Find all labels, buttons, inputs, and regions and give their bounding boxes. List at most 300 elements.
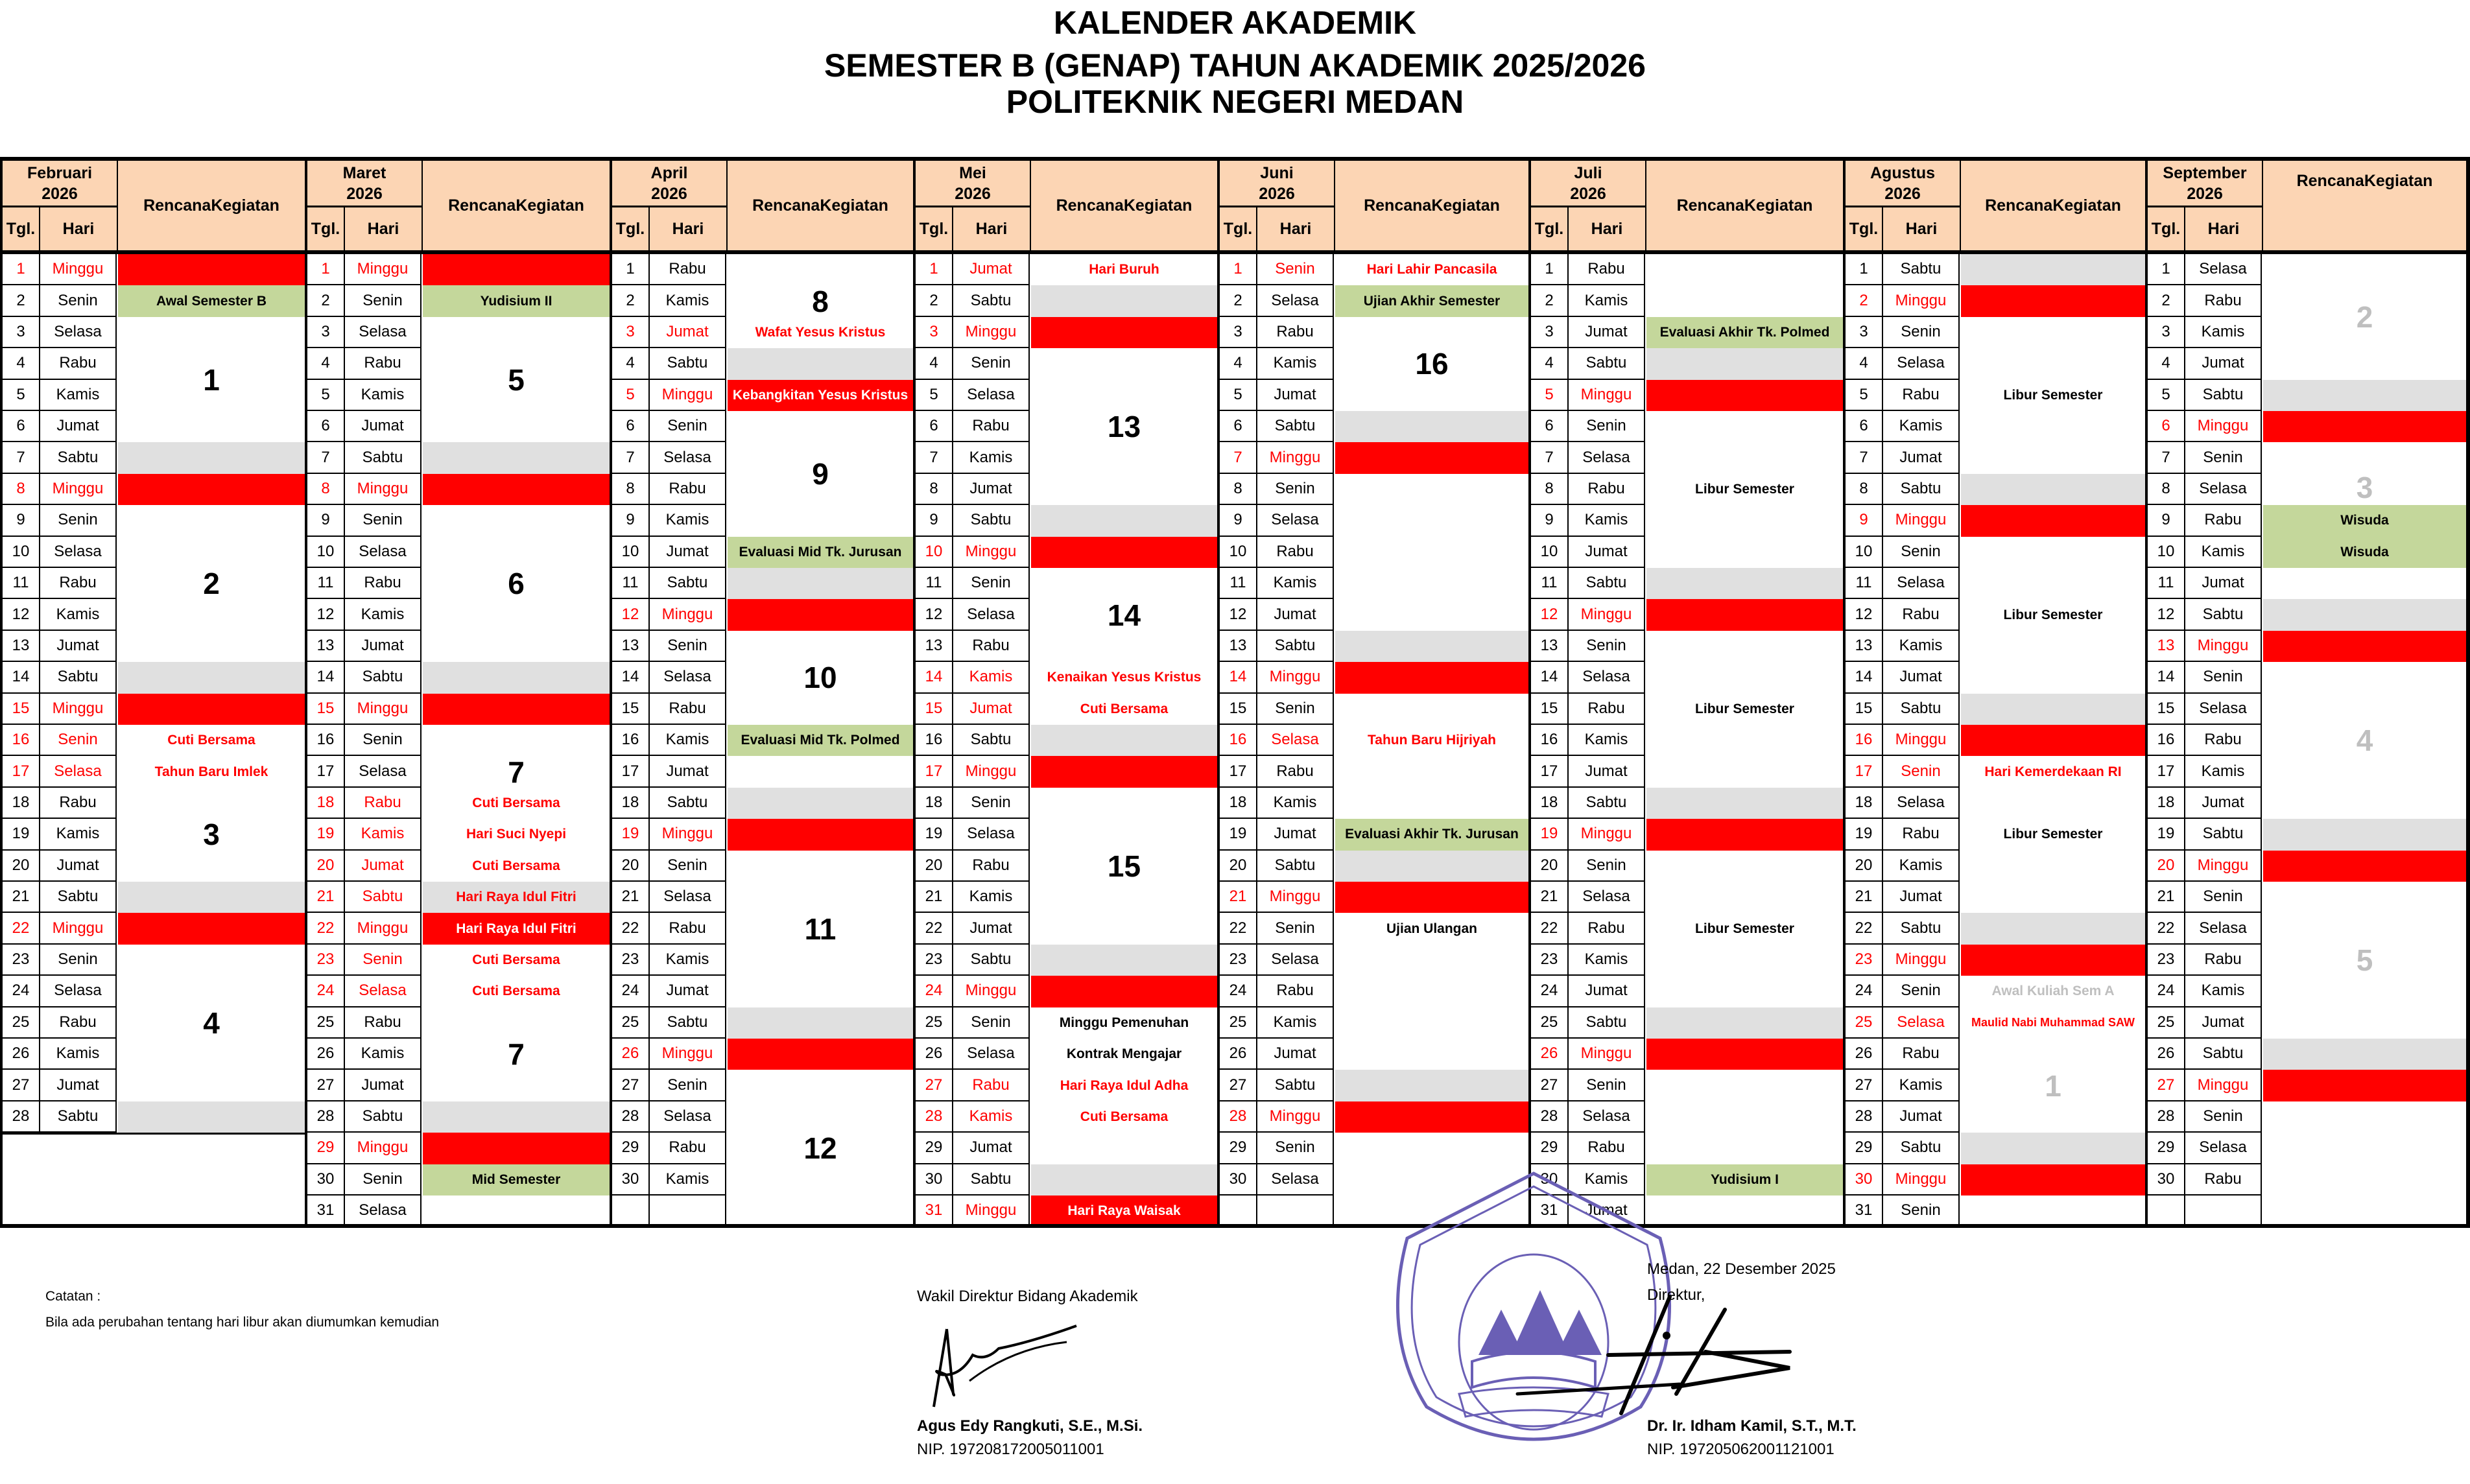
day-cell: Jumat bbox=[1883, 662, 1960, 693]
date-cell: 23 bbox=[1220, 945, 1257, 976]
day-cell: Rabu bbox=[650, 694, 726, 725]
month-header bbox=[1528, 157, 1645, 207]
date-cell: 17 bbox=[612, 756, 650, 787]
day-cell: Selasa bbox=[953, 380, 1030, 411]
day-cell: Kamis bbox=[2185, 976, 2262, 1007]
date-cell: 5 bbox=[1220, 380, 1257, 411]
day-cell: Kamis bbox=[1569, 725, 1645, 756]
date-cell: 25 bbox=[307, 1007, 345, 1039]
activity-red-text: Cuti Bersama bbox=[472, 795, 560, 810]
date-cell: 28 bbox=[2148, 1101, 2185, 1133]
activity-cell bbox=[1646, 599, 1843, 630]
date-cell: 28 bbox=[1846, 1101, 1883, 1133]
date-cell: 22 bbox=[3, 913, 40, 944]
day-cell: Minggu bbox=[1257, 662, 1334, 693]
day-cell: Sabtu bbox=[953, 285, 1030, 316]
week-number: 8 bbox=[812, 284, 829, 318]
day-cell: Rabu bbox=[2185, 505, 2262, 536]
activity-cell bbox=[1031, 537, 1217, 568]
day-cell: Kamis bbox=[650, 725, 726, 756]
kegiatan-label: Kegiatan bbox=[211, 196, 279, 215]
day-cell: Jumat bbox=[2185, 788, 2262, 819]
date-cell: 30 bbox=[2148, 1164, 2185, 1195]
date-cell: 13 bbox=[2148, 631, 2185, 662]
date-cell: 9 bbox=[1220, 505, 1257, 536]
activity-cell bbox=[728, 788, 913, 819]
day-cell: Sabtu bbox=[1569, 348, 1645, 379]
day-cell: Jumat bbox=[650, 317, 726, 348]
date-cell: 7 bbox=[1531, 442, 1569, 473]
day-cell: Senin bbox=[650, 851, 726, 882]
kegiatan-label: Kegiatan bbox=[2052, 196, 2121, 215]
kegiatan-label: Kegiatan bbox=[1744, 196, 1813, 215]
date-cell: 1 bbox=[1531, 254, 1569, 285]
activity-cell bbox=[118, 882, 305, 913]
date-cell: 10 bbox=[916, 537, 953, 568]
activity-cell bbox=[728, 348, 913, 379]
day-cell: Minggu bbox=[345, 913, 422, 944]
date-cell: 10 bbox=[2148, 537, 2185, 568]
date-cell: 24 bbox=[612, 976, 650, 1007]
day-cell: Jumat bbox=[40, 631, 117, 662]
day-cell: Minggu bbox=[1257, 442, 1334, 473]
day-cell: Selasa bbox=[953, 1039, 1030, 1070]
day-cell: Jumat bbox=[1883, 1101, 1960, 1133]
date-cell: 21 bbox=[3, 882, 40, 913]
date-cell: 16 bbox=[3, 725, 40, 756]
empty-area bbox=[3, 1133, 305, 1227]
date-cell: 4 bbox=[3, 348, 40, 379]
day-cell: Selasa bbox=[650, 1101, 726, 1133]
day-cell: Jumat bbox=[345, 851, 422, 882]
day-cell: Rabu bbox=[40, 1007, 117, 1039]
date-cell: 10 bbox=[1220, 537, 1257, 568]
day-cell: Selasa bbox=[953, 819, 1030, 850]
day-cell: Rabu bbox=[1569, 474, 1645, 505]
date-cell: 19 bbox=[612, 819, 650, 850]
day-cell: Selasa bbox=[1883, 1007, 1960, 1039]
activity-black-text: Libur Semester bbox=[1695, 921, 1794, 936]
week-number: 5 bbox=[508, 362, 525, 397]
activity-black-text: Libur Semester bbox=[1695, 701, 1794, 716]
day-cell: Sabtu bbox=[1883, 913, 1960, 944]
activity-black-text: Libur Semester bbox=[2003, 387, 2103, 403]
date-cell: 5 bbox=[2148, 380, 2185, 411]
activity-red-text: Hari Raya Idul Fitri bbox=[423, 882, 610, 913]
date-cell: 22 bbox=[307, 913, 345, 944]
date-cell: 12 bbox=[307, 599, 345, 630]
rencana-label: Rencana bbox=[1985, 196, 2053, 215]
day-cell: Sabtu bbox=[2185, 380, 2262, 411]
hari-header: Hari bbox=[953, 207, 1030, 254]
day-cell: Kamis bbox=[953, 1101, 1030, 1133]
date-cell: 22 bbox=[1220, 913, 1257, 944]
date-cell: 9 bbox=[307, 505, 345, 536]
day-cell: Kamis bbox=[1569, 945, 1645, 976]
academic-calendar-table bbox=[0, 157, 2470, 1228]
date-cell: 29 bbox=[2148, 1133, 2185, 1164]
day-cell: Sabtu bbox=[1257, 1070, 1334, 1101]
tgl-header: Tgl. bbox=[1528, 207, 1569, 254]
date-cell: 8 bbox=[1220, 474, 1257, 505]
hari-header: Hari bbox=[40, 207, 117, 254]
date-cell: 18 bbox=[1846, 788, 1883, 819]
activity-green: Mid Semester bbox=[423, 1164, 610, 1195]
day-cell: Kamis bbox=[650, 505, 726, 536]
activity-red-text: Tahun Baru Imlek bbox=[154, 764, 268, 779]
day-cell: Minggu bbox=[1883, 1164, 1960, 1195]
activity-red-text: Hari Raya Idul Adha bbox=[1060, 1078, 1189, 1093]
day-cell: Senin bbox=[1883, 317, 1960, 348]
date-cell: 11 bbox=[1531, 568, 1569, 599]
date-cell: 19 bbox=[3, 819, 40, 850]
activity-cell bbox=[1961, 913, 2145, 944]
day-cell: Selasa bbox=[1569, 442, 1645, 473]
day-cell: Senin bbox=[345, 285, 422, 316]
month-label: Juli bbox=[1574, 163, 1602, 182]
day-cell: Kamis bbox=[345, 599, 422, 630]
tgl-header: Tgl. bbox=[305, 207, 345, 254]
day-cell: Rabu bbox=[345, 348, 422, 379]
day-cell: Senin bbox=[1883, 537, 1960, 568]
day-cell: Jumat bbox=[345, 1070, 422, 1101]
day-cell: Kamis bbox=[1569, 1164, 1645, 1195]
activity-cell bbox=[423, 694, 610, 725]
activity-white-on-red: Hari Raya Idul Fitri bbox=[423, 913, 610, 944]
day-cell: Jumat bbox=[1257, 380, 1334, 411]
day-cell: Minggu bbox=[2185, 631, 2262, 662]
date-cell: 15 bbox=[1531, 694, 1569, 725]
date-cell: 4 bbox=[612, 348, 650, 379]
activity-white-on-red: Kebangkitan Yesus Kristus bbox=[728, 380, 913, 411]
date-cell: 20 bbox=[1531, 851, 1569, 882]
day-cell: Rabu bbox=[345, 1007, 422, 1039]
date-cell: 13 bbox=[612, 631, 650, 662]
day-cell: Minggu bbox=[2185, 411, 2262, 442]
week-number: 13 bbox=[1107, 410, 1141, 444]
activity-cell bbox=[728, 599, 913, 630]
day-cell: Senin bbox=[1883, 756, 1960, 787]
tgl-header: Tgl. bbox=[2145, 207, 2185, 254]
day-cell: Jumat bbox=[953, 913, 1030, 944]
day-cell: Minggu bbox=[650, 1039, 726, 1070]
date-cell: 23 bbox=[612, 945, 650, 976]
date-cell: 31 bbox=[916, 1195, 953, 1227]
activity-cell bbox=[1335, 631, 1528, 662]
week-number: 3 bbox=[203, 818, 220, 852]
date-cell: 26 bbox=[1531, 1039, 1569, 1070]
date-cell: 13 bbox=[3, 631, 40, 662]
date-cell: 5 bbox=[3, 380, 40, 411]
activity-green: Wisuda bbox=[2263, 537, 2466, 568]
day-cell: Sabtu bbox=[953, 505, 1030, 536]
activity-red-text: Hari Suci Nyepi bbox=[466, 827, 567, 842]
right-signatory-role: Direktur, bbox=[1647, 1286, 1705, 1304]
day-cell: Kamis bbox=[1257, 348, 1334, 379]
activity-cell bbox=[1031, 725, 1217, 756]
day-cell: Senin bbox=[40, 945, 117, 976]
day-cell: Minggu bbox=[2185, 1070, 2262, 1101]
date-cell: 25 bbox=[612, 1007, 650, 1039]
activity-cell bbox=[423, 474, 610, 505]
date-cell: 5 bbox=[307, 380, 345, 411]
day-cell: Senin bbox=[345, 1164, 422, 1195]
notes-label: Catatan : bbox=[45, 1289, 101, 1304]
day-cell: Rabu bbox=[953, 851, 1030, 882]
day-cell: Minggu bbox=[650, 599, 726, 630]
activity-black-text: Kontrak Mengajar bbox=[1066, 1046, 1182, 1062]
date-cell: 29 bbox=[1846, 1133, 1883, 1164]
rencana-label: Rencana bbox=[752, 196, 820, 215]
date-cell: 20 bbox=[916, 851, 953, 882]
date-cell: 3 bbox=[612, 317, 650, 348]
day-cell: Rabu bbox=[650, 1133, 726, 1164]
date-cell: 26 bbox=[1220, 1039, 1257, 1070]
date-cell: 22 bbox=[1846, 913, 1883, 944]
date-cell: 10 bbox=[3, 537, 40, 568]
activity-green: Ujian Akhir Semester bbox=[1335, 285, 1528, 316]
date-cell: 11 bbox=[916, 568, 953, 599]
day-cell: Rabu bbox=[650, 913, 726, 944]
day-cell: Sabtu bbox=[2185, 1039, 2262, 1070]
day-cell: Minggu bbox=[40, 913, 117, 944]
date-cell: 27 bbox=[307, 1070, 345, 1101]
day-cell: Selasa bbox=[1257, 725, 1334, 756]
month-header bbox=[610, 157, 726, 207]
date-cell: 5 bbox=[916, 380, 953, 411]
day-cell: Senin bbox=[1257, 694, 1334, 725]
activity-green: Awal Semester B bbox=[118, 285, 305, 316]
date-cell: 18 bbox=[3, 788, 40, 819]
day-cell: Jumat bbox=[1569, 756, 1645, 787]
date-cell: 12 bbox=[3, 599, 40, 630]
hari-header: Hari bbox=[1257, 207, 1334, 254]
date-cell: 14 bbox=[307, 662, 345, 693]
activity-cell bbox=[1335, 442, 1528, 473]
date-cell: 20 bbox=[3, 851, 40, 882]
activity-cell bbox=[2263, 1039, 2466, 1070]
table-bottom-border bbox=[0, 1224, 2470, 1228]
day-cell: Sabtu bbox=[40, 882, 117, 913]
day-cell: Rabu bbox=[650, 474, 726, 505]
tgl-header: Tgl. bbox=[1843, 207, 1883, 254]
date-cell: 7 bbox=[916, 442, 953, 473]
day-cell: Jumat bbox=[1257, 1039, 1334, 1070]
date-cell: 5 bbox=[612, 380, 650, 411]
date-cell: 16 bbox=[916, 725, 953, 756]
day-cell: Selasa bbox=[953, 599, 1030, 630]
activity-cell bbox=[1031, 1164, 1217, 1195]
date-cell: 6 bbox=[1846, 411, 1883, 442]
day-cell: Senin bbox=[1569, 631, 1645, 662]
day-cell: Kamis bbox=[2185, 317, 2262, 348]
day-cell: Minggu bbox=[1883, 285, 1960, 316]
date-cell: 9 bbox=[1846, 505, 1883, 536]
kegiatan-header bbox=[422, 157, 610, 254]
day-cell: Sabtu bbox=[1883, 1133, 1960, 1164]
day-cell: Jumat bbox=[40, 1070, 117, 1101]
date-cell: 9 bbox=[1531, 505, 1569, 536]
day-cell: Kamis bbox=[1257, 568, 1334, 599]
day-cell: Senin bbox=[650, 631, 726, 662]
tgl-header: Tgl. bbox=[1217, 207, 1257, 254]
day-cell: Jumat bbox=[650, 756, 726, 787]
day-cell: Sabtu bbox=[1569, 1007, 1645, 1039]
week-number: 2 bbox=[2356, 300, 2373, 334]
date-cell: 30 bbox=[1531, 1164, 1569, 1195]
date-cell: 30 bbox=[916, 1164, 953, 1195]
date-cell: 11 bbox=[307, 568, 345, 599]
date-cell: 24 bbox=[1220, 976, 1257, 1007]
date-cell: 23 bbox=[1531, 945, 1569, 976]
day-cell: Jumat bbox=[953, 474, 1030, 505]
day-cell: Sabtu bbox=[2185, 599, 2262, 630]
date-cell: 13 bbox=[1531, 631, 1569, 662]
day-cell: Selasa bbox=[345, 756, 422, 787]
day-cell: Kamis bbox=[2185, 537, 2262, 568]
date-cell: 27 bbox=[1220, 1070, 1257, 1101]
activity-cell bbox=[728, 1039, 913, 1070]
activity-red-text: Tahun Baru Hijriyah bbox=[1368, 733, 1496, 748]
day-cell: Rabu bbox=[1883, 380, 1960, 411]
date-cell: 8 bbox=[3, 474, 40, 505]
day-cell: Senin bbox=[40, 725, 117, 756]
day-cell: Minggu bbox=[1569, 599, 1645, 630]
left-signatory-name: Agus Edy Rangkuti, S.E., M.Si. bbox=[917, 1417, 1143, 1435]
date-cell: 16 bbox=[1531, 725, 1569, 756]
day-cell: Jumat bbox=[1569, 976, 1645, 1007]
date-cell: 1 bbox=[916, 254, 953, 285]
date-cell: 5 bbox=[1531, 380, 1569, 411]
day-cell: Kamis bbox=[40, 819, 117, 850]
week-number: 7 bbox=[508, 755, 525, 789]
activity-red-text: Wafat Yesus Kristus bbox=[755, 324, 886, 340]
activity-cell bbox=[1961, 725, 2145, 756]
month-year: 2026 bbox=[1570, 184, 1606, 203]
activity-cell bbox=[2263, 631, 2466, 662]
hari-header: Hari bbox=[650, 207, 726, 254]
day-cell: Selasa bbox=[1569, 882, 1645, 913]
activity-green: Evaluasi Mid Tk. Polmed bbox=[728, 725, 913, 756]
month-label: Februari bbox=[27, 163, 93, 182]
day-cell: Sabtu bbox=[650, 1007, 726, 1039]
tgl-header: Tgl. bbox=[913, 207, 953, 254]
date-cell: 22 bbox=[2148, 913, 2185, 944]
day-cell: Selasa bbox=[1257, 945, 1334, 976]
day-cell: Selasa bbox=[1883, 568, 1960, 599]
date-cell: 14 bbox=[2148, 662, 2185, 693]
date-cell: 25 bbox=[2148, 1007, 2185, 1039]
activity-green: Evaluasi Mid Tk. Jurusan bbox=[728, 537, 913, 568]
day-cell: Selasa bbox=[650, 882, 726, 913]
activity-white-on-red: Hari Raya Waisak bbox=[1031, 1195, 1217, 1227]
activity-red-text-small: Maulid Nabi Muhammad SAW bbox=[1971, 1016, 2135, 1030]
date-cell: 21 bbox=[1846, 882, 1883, 913]
activity-cell bbox=[1961, 505, 2145, 536]
day-cell: Minggu bbox=[1883, 725, 1960, 756]
date-cell: 4 bbox=[1220, 348, 1257, 379]
date-cell: 29 bbox=[1531, 1133, 1569, 1164]
date-cell: 28 bbox=[1220, 1101, 1257, 1133]
day-cell: Selasa bbox=[345, 1195, 422, 1227]
date-cell: 24 bbox=[3, 976, 40, 1007]
day-cell: Rabu bbox=[953, 411, 1030, 442]
date-cell: 3 bbox=[1846, 317, 1883, 348]
day-cell: Rabu bbox=[40, 568, 117, 599]
activity-red-text: Hari Buruh bbox=[1089, 262, 1159, 277]
week-number: 12 bbox=[803, 1131, 837, 1166]
day-cell: Senin bbox=[1569, 851, 1645, 882]
day-cell: Rabu bbox=[2185, 725, 2262, 756]
day-cell: Minggu bbox=[953, 1195, 1030, 1227]
date-cell: 14 bbox=[3, 662, 40, 693]
rencana-label: Rencana bbox=[448, 196, 516, 215]
activity-cell bbox=[423, 1133, 610, 1164]
date-cell: 2 bbox=[2148, 285, 2185, 316]
date-cell: 18 bbox=[1220, 788, 1257, 819]
date-cell: 6 bbox=[612, 411, 650, 442]
day-cell: Minggu bbox=[1569, 1039, 1645, 1070]
day-cell: Rabu bbox=[1569, 694, 1645, 725]
date-cell: 17 bbox=[3, 756, 40, 787]
date-cell: 27 bbox=[3, 1070, 40, 1101]
date-cell: 9 bbox=[3, 505, 40, 536]
date-cell: 11 bbox=[1846, 568, 1883, 599]
date-cell: 26 bbox=[307, 1039, 345, 1070]
date-cell: 23 bbox=[3, 945, 40, 976]
hari-header: Hari bbox=[1883, 207, 1960, 254]
day-cell: Senin bbox=[2185, 442, 2262, 473]
activity-cell bbox=[1335, 882, 1528, 913]
day-cell: Selasa bbox=[2185, 254, 2262, 285]
date-cell: 25 bbox=[916, 1007, 953, 1039]
activity-cell bbox=[1646, 1007, 1843, 1039]
day-cell: Minggu bbox=[40, 474, 117, 505]
day-cell: Selasa bbox=[2185, 474, 2262, 505]
date-cell: 10 bbox=[1846, 537, 1883, 568]
day-cell: Rabu bbox=[2185, 285, 2262, 316]
date-cell: 30 bbox=[1846, 1164, 1883, 1195]
activity-red-text: Kenaikan Yesus Kristus bbox=[1047, 670, 1202, 685]
activity-red-text: Hari Kemerdekaan RI bbox=[1984, 764, 2122, 779]
day-cell: Sabtu bbox=[345, 662, 422, 693]
week-number: 4 bbox=[203, 1006, 220, 1040]
date-cell: 31 bbox=[307, 1195, 345, 1227]
day-cell: Kamis bbox=[953, 882, 1030, 913]
date-cell: 22 bbox=[1531, 913, 1569, 944]
date-cell: 18 bbox=[1531, 788, 1569, 819]
day-cell: Minggu bbox=[953, 317, 1030, 348]
activity-cell bbox=[118, 254, 305, 285]
date-cell: 17 bbox=[1846, 756, 1883, 787]
day-cell: Jumat bbox=[40, 851, 117, 882]
activity-cell bbox=[1031, 317, 1217, 348]
date-cell: 21 bbox=[2148, 882, 2185, 913]
day-cell: Senin bbox=[953, 568, 1030, 599]
date-cell: 25 bbox=[1846, 1007, 1883, 1039]
date-cell: 19 bbox=[307, 819, 345, 850]
day-cell: Minggu bbox=[1569, 819, 1645, 850]
date-cell: 16 bbox=[2148, 725, 2185, 756]
activity-cell bbox=[1646, 819, 1843, 850]
date-cell: 2 bbox=[612, 285, 650, 316]
day-cell: Selasa bbox=[345, 537, 422, 568]
activity-cell bbox=[1961, 285, 2145, 316]
day-cell: Rabu bbox=[953, 1070, 1030, 1101]
day-cell: Jumat bbox=[1883, 882, 1960, 913]
date-cell: 14 bbox=[1531, 662, 1569, 693]
date-cell: 31 bbox=[1846, 1195, 1883, 1227]
